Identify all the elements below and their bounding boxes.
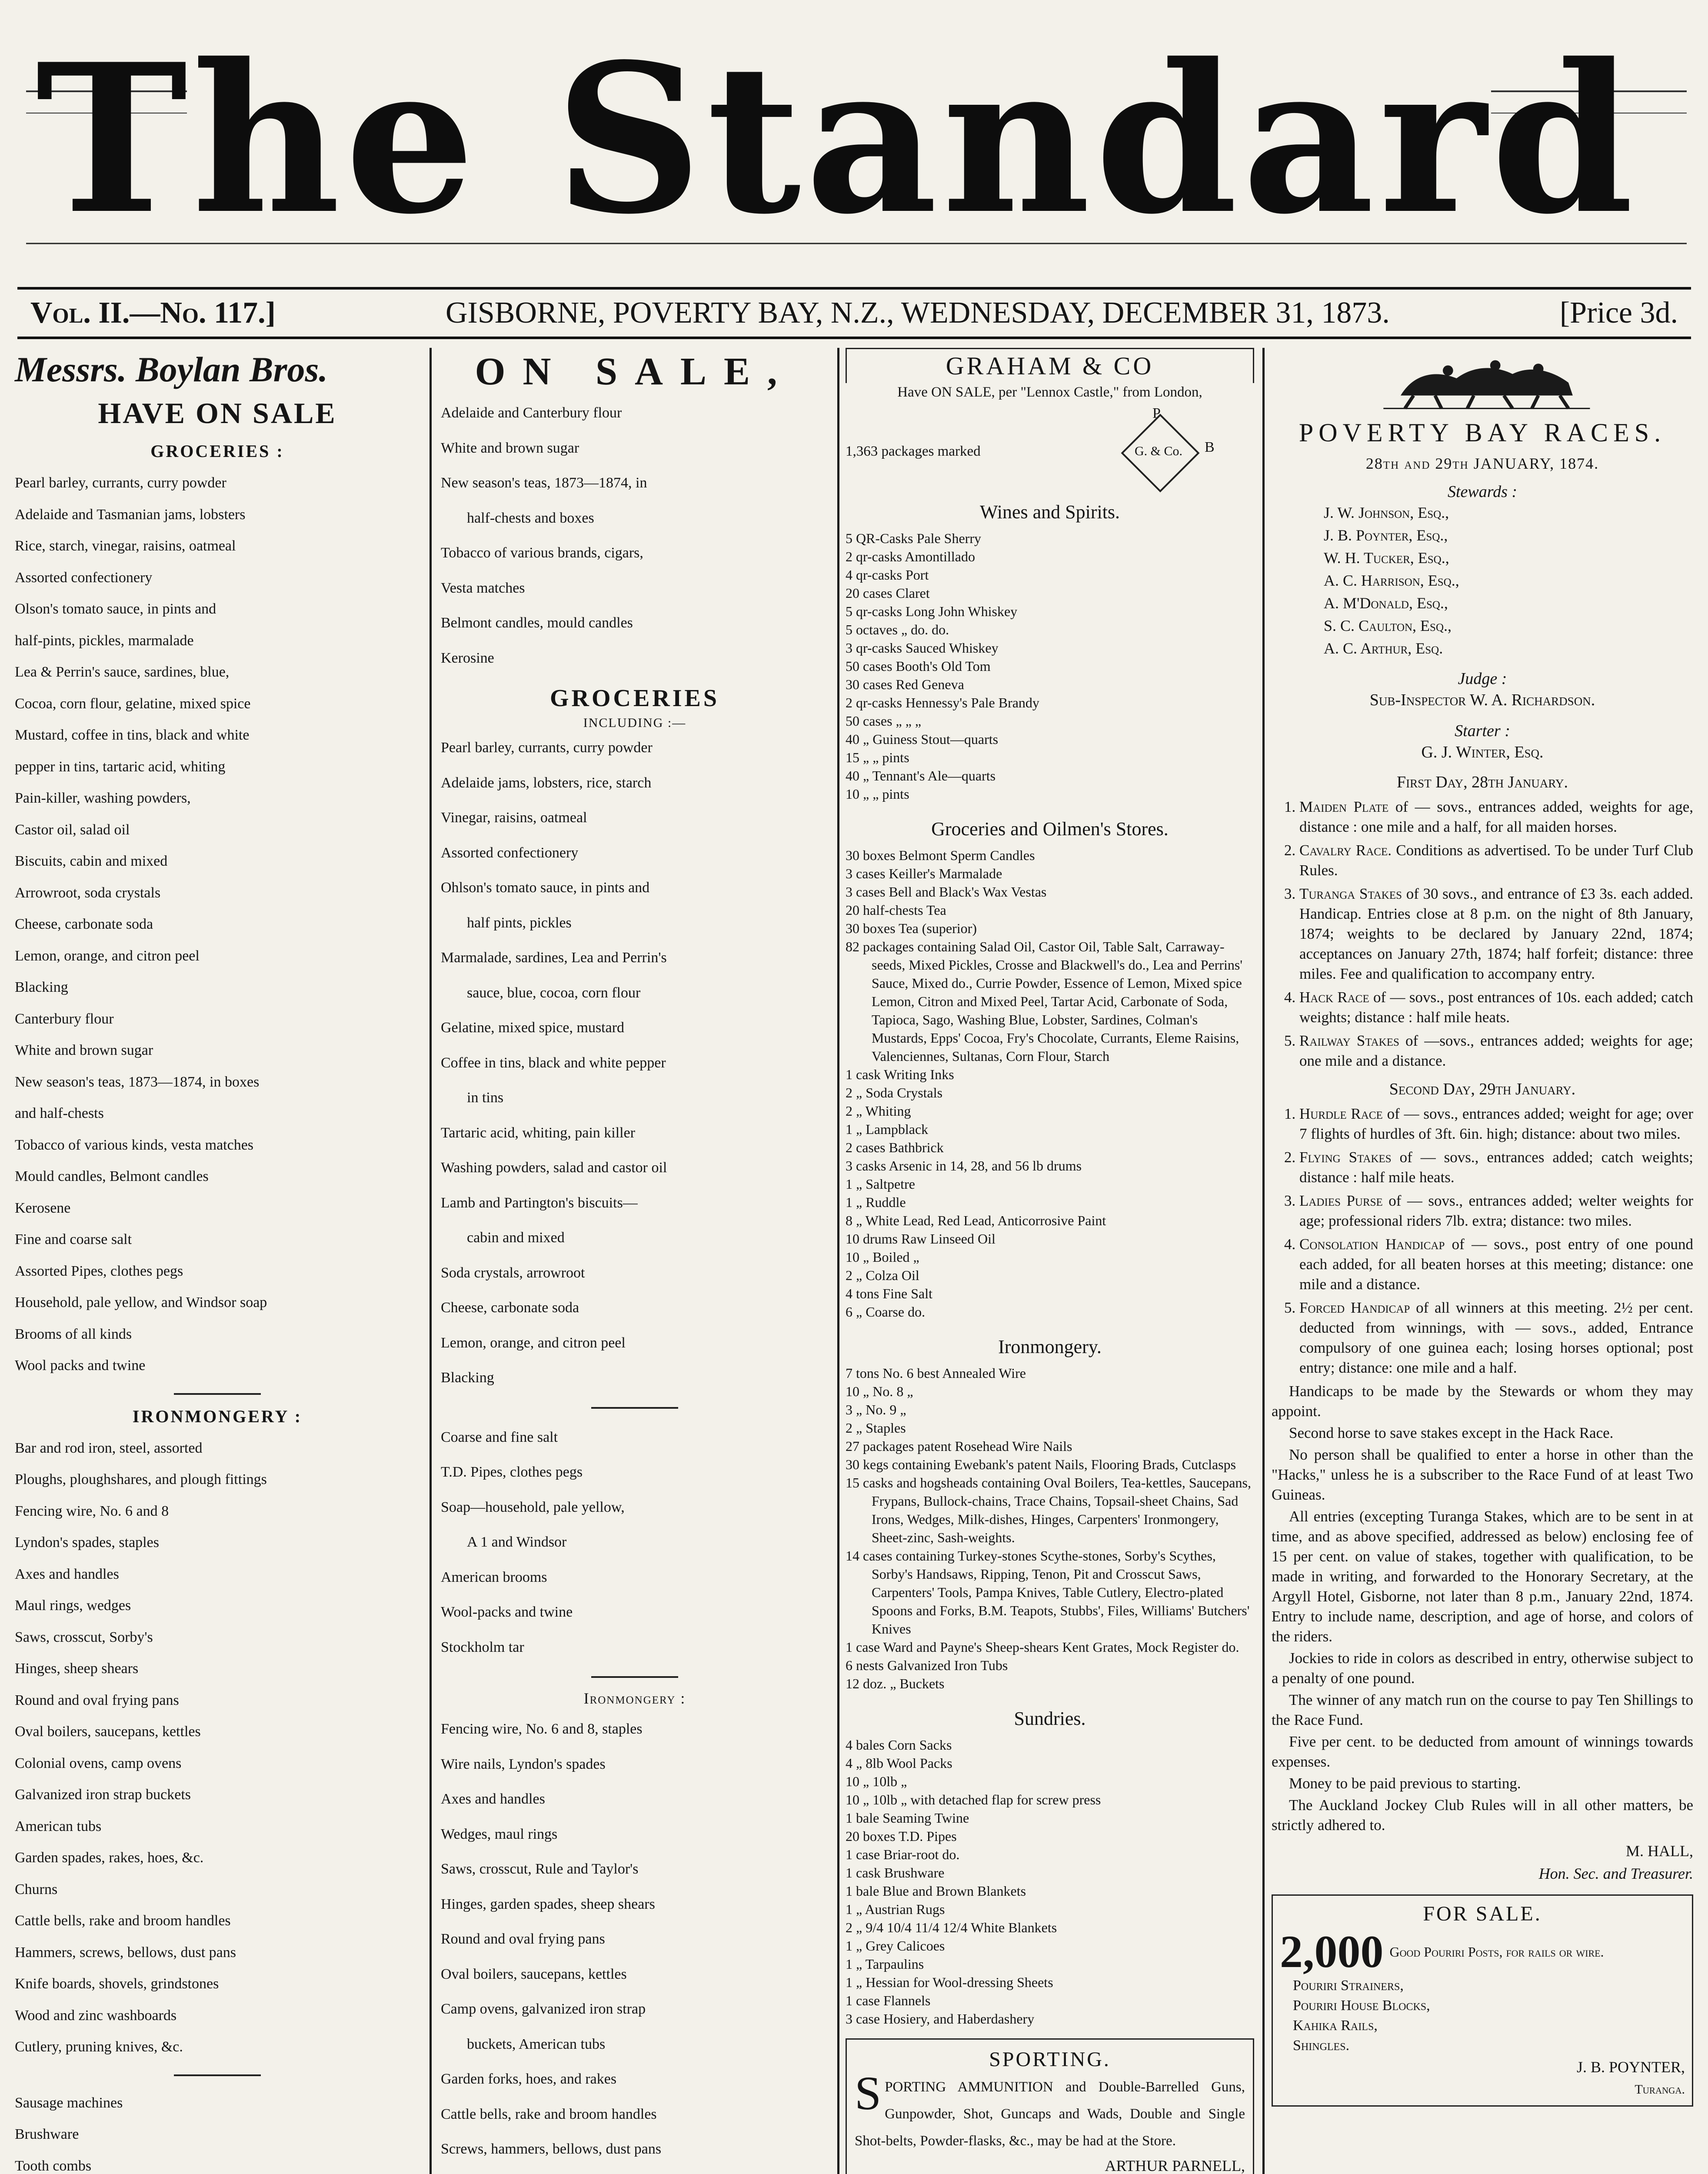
list-item: Shingles.: [1293, 2037, 1350, 2054]
list-item: Colonial ovens, camp ovens: [15, 1755, 182, 1771]
packages-line: 1,363 packages marked: [846, 443, 981, 459]
section-title-ironmongery: Ironmongery.: [998, 1336, 1102, 1357]
race-name: Railway Stakes: [1299, 1032, 1399, 1049]
sporting-body: [855, 2067, 1245, 2154]
for-sale-town: Turanga.: [1635, 2082, 1685, 2097]
list-item: 14 cases containing Turkey-stones Scythe-stones, Sorby's Scythes, Sorby's Handsaws, Ripping, Tenon, Pit and Crosscut Saws, Carpenters' Tools, Pampa Knives, Table Cutlery, Electro-plated Spoons and Forks, B.M. Teapots, Stubbs', Files, Williams' Butchers' Knives: [846, 1548, 1250, 1637]
list-item: 15 „ „ pints: [846, 750, 909, 765]
race-entry: [1299, 1191, 1693, 1231]
list-item: 4 tons Fine Salt: [846, 1286, 933, 1301]
list-item: and half-chests: [15, 1105, 104, 1121]
list-item: Coarse and fine salt: [441, 1429, 558, 1445]
races-advert: [1267, 348, 1698, 2174]
list-item: Stockholm tar: [441, 1639, 524, 1655]
list-item: Hammers, screws, bellows, dust pans: [15, 1944, 236, 1961]
list-item: American brooms: [441, 1569, 547, 1585]
list-item: Cattle bells, rake and broom handles: [441, 2106, 657, 2122]
section-title-groceries: GROCERIES: [549, 685, 720, 712]
starter-name: G. J. Winter, Esq.: [1421, 743, 1544, 761]
list-item: A. C. Arthur, Esq.: [1324, 640, 1443, 657]
list-item: 4 bales Corn Sacks: [846, 1737, 952, 1753]
starter-label: Starter :: [1455, 722, 1510, 740]
list-item: 30 kegs containing Ewebank's patent Nails, Flooring Brads, Cutclasps: [846, 1457, 1236, 1472]
list-item: Castor oil, salad oil: [15, 821, 130, 838]
buchanan-advert: [435, 348, 835, 2174]
list-item: Lyndon's spades, staples: [15, 1534, 159, 1550]
column-rule: [837, 348, 839, 2174]
list-item: [441, 2167, 829, 2174]
race-conditions: Conditions as advertised. To be under Turf Club Rules.: [1299, 842, 1694, 879]
race-entry: [1299, 1031, 1693, 1071]
list-item: 20 boxes T.D. Pipes: [846, 1828, 957, 1844]
list-item: 27 packages patent Rosehead Wire Nails: [846, 1438, 1072, 1454]
races-title: POVERTY BAY RACES.: [1298, 418, 1666, 447]
list-item: Cheese, carbonate soda: [15, 916, 153, 932]
day1-races: [1272, 797, 1693, 1071]
race-conditions: of — sovs., entrances added; catch weights; distance : half mile heats.: [1299, 1149, 1693, 1186]
mark-letter-right: B: [1205, 439, 1215, 455]
misc-list: [15, 2087, 420, 2174]
race-entry: [1299, 797, 1693, 837]
race-conditions: of — sovs., entrances added; welter weights for age; professional riders 7lb. extra; distance: two miles.: [1299, 1192, 1694, 1229]
rule-paragraph: Money to be paid previous to starting.: [1289, 1775, 1521, 1792]
day2-heading: Second Day, 29th January.: [1389, 1080, 1576, 1098]
list-item: 2 „ Staples: [846, 1420, 906, 1436]
race-conditions: of — sovs., entrances added, weights for age, distance : one mile and a half, for all maiden horses.: [1299, 798, 1693, 835]
list-item: 1 „ Saltpetre: [846, 1176, 915, 1192]
list-item: 1 „ Austrian Rugs: [846, 1901, 945, 1917]
sundries-list: [846, 1736, 1254, 2028]
list-item: A. M'Donald, Esq.,: [1324, 594, 1448, 612]
list-item: half-pints, pickles, marmalade: [15, 632, 194, 649]
column-rule: [1262, 348, 1265, 2174]
list-item: 1 „ Tarpaulins: [846, 1956, 924, 1972]
advert-subheading: HAVE ON SALE: [98, 397, 337, 430]
list-item: 30 boxes Tea (superior): [846, 920, 977, 936]
list-item: Blacking: [441, 1370, 494, 1386]
list-item: 10 „ „ pints: [846, 786, 909, 802]
list-item: Assorted confectionery: [15, 569, 153, 586]
list-item: 1 „ Grey Calicoes: [846, 1938, 945, 1954]
list-item: Olson's tomato sauce, in pints and: [15, 601, 216, 617]
judge-name: Sub-Inspector W. A. Richardson.: [1369, 691, 1595, 709]
list-item: Saws, crosscut, Sorby's: [15, 1629, 153, 1645]
mark-center: G. & Co.: [1134, 444, 1182, 458]
race-name: Forced Handicap: [1299, 1299, 1410, 1316]
race-name: Consolation Handicap: [1299, 1236, 1445, 1253]
races-dates: 28th and 29th JANUARY, 1874.: [1365, 455, 1599, 472]
list-item: 2 „ 9/4 10/4 11/4 12/4 White Blankets: [846, 1920, 1057, 1935]
race-conditions: of — sovs., post entrances of 10s. each added; catch weights; distance : half mile heats.: [1299, 989, 1694, 1026]
list-item: Fine and coarse salt: [15, 1231, 132, 1247]
list-item: Wool-packs and twine: [441, 1604, 573, 1620]
column-rule: [429, 348, 432, 2174]
list-item: 2 qr-casks Amontillado: [846, 549, 975, 564]
list-item: 3 cases Bell and Black's Wax Vestas: [846, 884, 1047, 900]
list-item: J. B. Poynter, Esq.,: [1324, 527, 1448, 544]
race-entry: [1299, 1147, 1693, 1187]
for-sale-advert: [1272, 1894, 1693, 2107]
list-item: 4 „ 8lb Wool Packs: [846, 1755, 952, 1771]
list-item: Brushware: [15, 2126, 79, 2142]
race-conditions: of 30 sovs., and entrance of £3 3s. each added. Handicap. Entries close at 8 p.m. on the night of 8th January, 1874; weights to be declared by January 22nd, 1874; acceptances on January 27th, 1874; half forfeit; distance: three miles. Fee and qualification to accompany entry.: [1299, 885, 1694, 982]
list-item: 2 „ Soda Crystals: [846, 1085, 943, 1100]
wines-list: [846, 529, 1254, 803]
list-item: 1 case Ward and Payne's Sheep-shears Kent Grates, Mock Register do.: [846, 1639, 1239, 1655]
list-item: Vesta matches: [441, 580, 525, 596]
list-item: 7 tons No. 6 best Annealed Wire: [846, 1365, 1026, 1381]
list-item: S. C. Caulton, Esq.,: [1324, 617, 1452, 634]
section-title-sundries: Sundries.: [1014, 1708, 1086, 1729]
list-item: Churns: [15, 1881, 58, 1897]
list-item: Pouriri House Blocks,: [1293, 1997, 1430, 2014]
list-item: Pearl barley, currants, curry powder: [15, 475, 226, 491]
advert-intro: Have ON SALE, per "Lennox Castle," from London,: [897, 384, 1202, 400]
list-item: Tobacco of various kinds, vesta matches: [15, 1137, 254, 1153]
top-items-list: [441, 396, 829, 676]
list-item: Tobacco of various brands, cigars,: [441, 545, 643, 561]
rule-paragraph: No person shall be qualified to enter a horse in other than the "Hacks," unless he is a subscriber to the Race Fund of at least Two Guineas.: [1272, 1446, 1693, 1503]
list-item: 3 cases Keiller's Marmalade: [846, 866, 1002, 881]
secretary-title: Hon. Sec. and Treasurer.: [1538, 1865, 1693, 1882]
list-item: 8 „ White Lead, Red Lead, Anticorrosive Paint: [846, 1213, 1106, 1228]
list-item: Wedges, maul rings: [441, 1826, 558, 1842]
for-sale-text: Good Pouriri Posts, for rails or wire.: [1389, 1944, 1604, 1960]
list-item: Mould candles, Belmont candles: [15, 1168, 209, 1184]
list-item: Tartaric acid, whiting, pain killer: [441, 1124, 636, 1141]
list-item: 40 „ Guiness Stout—quarts: [846, 731, 999, 747]
list-item: Lamb and Partington's biscuits—: [441, 1194, 638, 1211]
list-item: Lea & Perrin's sauce, sardines, blue,: [15, 664, 230, 680]
list-item: 50 cases Booth's Old Tom: [846, 658, 991, 674]
list-item: Wool packs and twine: [15, 1357, 146, 1374]
list-item: 40 „ Tennant's Ale—quarts: [846, 768, 996, 784]
list-item: Sausage machines: [15, 2094, 123, 2111]
list-item: 3 casks Arsenic in 14, 28, and 56 lb drums: [846, 1158, 1082, 1174]
rule-paragraph: The winner of any match run on the course to pay Ten Shillings to the Race Fund.: [1272, 1691, 1693, 1728]
rule-paragraph: Five per cent. to be deducted from amount of winnings towards expenses.: [1272, 1733, 1693, 1770]
list-item: 6 „ Coarse do.: [846, 1304, 926, 1320]
sporting-advert: [846, 2038, 1254, 2174]
list-item: Belmont candles, mould candles: [441, 615, 633, 631]
list-item: 10 drums Raw Linseed Oil: [846, 1231, 996, 1247]
for-sale-title: FOR SALE.: [1423, 1902, 1542, 1925]
race-rules: [1272, 1381, 1693, 1835]
list-item: 20 cases Claret: [846, 585, 930, 601]
list-item: Knife boards, shovels, grindstones: [15, 1976, 219, 1992]
list-item: 1 „ Hessian for Wool-dressing Sheets: [846, 1974, 1053, 1990]
list-item: 20 half-chests Tea: [846, 902, 946, 918]
list-item: Brooms of all kinds: [15, 1326, 132, 1342]
volume-number: Vol. II.—No. 117.]: [30, 296, 276, 330]
list-item: Gelatine, mixed spice, mustard: [441, 1020, 625, 1036]
groceries-list: [15, 467, 420, 1382]
section-title-wines: Wines and Spirits.: [979, 501, 1120, 523]
dropcap: S: [855, 2067, 882, 2120]
sporting-signature: ARTHUR PARNELL,: [1105, 2157, 1245, 2174]
stewards-label: Stewards :: [1447, 483, 1518, 501]
race-entry: [1299, 1298, 1693, 1378]
race-entry: [1299, 884, 1693, 984]
misc-list: [441, 1420, 829, 1665]
list-item: 1 „ Lampblack: [846, 1121, 929, 1137]
for-sale-quantity: 2,000: [1280, 1926, 1384, 1977]
list-item: A 1 and Windsor: [467, 1534, 567, 1550]
list-item: 10 „ Boiled „: [846, 1249, 919, 1265]
list-item: Adelaide and Canterbury flour: [441, 405, 622, 421]
race-name: Hurdle Race: [1299, 1105, 1383, 1122]
section-title-ironmongery: IRONMONGERY :: [132, 1406, 303, 1426]
list-item: Fencing wire, No. 6 and 8, staples: [441, 1721, 643, 1737]
list-item: Lemon, orange, and citron peel: [15, 947, 200, 964]
groceries-list: [846, 846, 1254, 1321]
list-item: Marmalade, sardines, Lea and Perrin's: [441, 950, 667, 966]
list-item: 3 qr-casks Sauced Whiskey: [846, 640, 999, 656]
list-item: Garden spades, rakes, hoes, &c.: [15, 1850, 204, 1866]
list-item: 50 cases „ „ „: [846, 713, 922, 729]
race-conditions: of all winners at this meeting. 2½ per cent. deducted from winnings, with — sovs., added, Entrance compulsory of one guinea each; losing horses optional; post entry; distance: one mile and a half.: [1299, 1299, 1693, 1376]
list-item: Oval boilers, saucepans, kettles: [441, 1966, 627, 1982]
place-date: GISBORNE, POVERTY BAY, N.Z., WEDNESDAY, DECEMBER 31, 1873.: [445, 296, 1390, 330]
list-item: sauce, blue, cocoa, corn flour: [467, 984, 641, 1001]
list-item: Cocoa, corn flour, gelatine, mixed spice: [15, 695, 251, 712]
list-item: 5 QR-Casks Pale Sherry: [846, 530, 981, 546]
list-item: 3 „ No. 9 „: [846, 1402, 906, 1417]
list-item: Pain-killer, washing powders,: [15, 790, 191, 806]
list-item: New season's teas, 1873—1874, in boxes: [15, 1074, 260, 1090]
list-item: Cattle bells, rake and broom handles: [15, 1913, 231, 1929]
advert-heading: GRAHAM & CO: [846, 348, 1254, 383]
race-conditions: of —sovs., entrances added; weights for age; one mile and a distance.: [1299, 1032, 1694, 1069]
list-item: Cheese, carbonate soda: [441, 1300, 579, 1316]
race-name: Flying Stakes: [1299, 1149, 1392, 1166]
list-item: Fencing wire, No. 6 and 8: [15, 1503, 169, 1519]
list-item: 1 cask Writing Inks: [846, 1067, 954, 1082]
list-item: 15 casks and hogsheads containing Oval Boilers, Tea-kettles, Saucepans, Frypans, Bullock-chains, Trace Chains, Topsail-sheet Chains, Sad Irons, Wedges, Milk-dishes, Hinges, Carpenters' Ironmongery, Sheet-zinc, Sash-weights.: [846, 1475, 1251, 1545]
rule-paragraph: The Auckland Jockey Club Rules will in all other matters, be strictly adhered to.: [1272, 1797, 1693, 1834]
ironmongery-list: [441, 1712, 829, 2174]
list-item: Round and oval frying pans: [15, 1692, 179, 1708]
day2-races: [1272, 1104, 1693, 1378]
list-item: Soda crystals, arrowroot: [441, 1264, 585, 1281]
section-title-groceries: Groceries and Oilmen's Stores.: [931, 818, 1169, 840]
list-item: Galvanized iron strap buckets: [15, 1787, 191, 1803]
list-item: W. H. Tucker, Esq.,: [1324, 549, 1449, 567]
list-item: 1 case Flannels: [846, 1993, 931, 2008]
divider: [591, 1676, 678, 1678]
list-item: White and brown sugar: [441, 440, 579, 456]
for-sale-lead: [1280, 1928, 1685, 1976]
list-item: Hinges, garden spades, sheep shears: [441, 1896, 655, 1912]
advert-heading: ON SALE,: [475, 350, 795, 393]
list-item: 4 qr-casks Port: [846, 567, 929, 583]
list-item: White and brown sugar: [15, 1042, 153, 1058]
list-item: 1 case Briar-root do.: [846, 1847, 960, 1862]
list-item: J. W. Johnson, Esq.,: [1324, 504, 1449, 521]
shipping-mark: [1115, 405, 1215, 495]
section-title-groceries: GROCERIES :: [150, 441, 284, 461]
graham-advert: [841, 348, 1259, 2174]
list-item: Axes and handles: [15, 1566, 119, 1582]
racehorses-illustration: [1272, 348, 1693, 413]
list-item: Saws, crosscut, Rule and Taylor's: [441, 1861, 639, 1877]
list-item: 30 cases Red Geneva: [846, 677, 964, 692]
list-item: Round and oval frying pans: [441, 1931, 605, 1947]
list-item: Axes and handles: [441, 1791, 545, 1807]
list-item: 2 qr-casks Hennessy's Pale Brandy: [846, 695, 1039, 710]
list-item: Adelaide and Tasmanian jams, lobsters: [15, 506, 246, 523]
list-item: 10 „ 10lb „ with detached flap for screw press: [846, 1792, 1101, 1807]
list-item: Bar and rod iron, steel, assorted: [15, 1440, 203, 1456]
list-item: 1 „ Ruddle: [846, 1194, 906, 1210]
list-item: American tubs: [15, 1818, 102, 1834]
list-item: Canterbury flour: [15, 1010, 114, 1027]
shipping-mark-row: [846, 405, 1254, 495]
list-item: 5 octaves „ do. do.: [846, 622, 949, 637]
list-item: Cutlery, pruning knives, &c.: [15, 2039, 183, 2055]
race-entry: [1299, 1234, 1693, 1294]
list-item: Lemon, orange, and citron peel: [441, 1334, 626, 1351]
sporting-title: SPORTING.: [989, 2048, 1111, 2071]
for-sale-signature: J. B. POYNTER,: [1576, 2058, 1685, 2076]
list-item: half pints, pickles: [467, 914, 572, 931]
list-item: Camp ovens, galvanized iron strap: [441, 2001, 646, 2017]
race-conditions: of — sovs., post entry of one pound each added, for all beaten horses at this meeting; distance: one mile and a distance.: [1299, 1236, 1693, 1293]
ironmongery-list: [846, 1364, 1254, 1693]
list-item: Kerosene: [15, 1200, 71, 1216]
list-item: Arrowroot, soda crystals: [15, 884, 161, 901]
race-name: Maiden Plate: [1299, 798, 1389, 815]
list-item: in tins: [467, 1090, 504, 1106]
list-item: 10 „ No. 8 „: [846, 1384, 913, 1399]
day1-heading: First Day, 28th January.: [1397, 773, 1568, 791]
list-item: Pouriri Strainers,: [1293, 1977, 1404, 1994]
list-item: New season's teas, 1873—1874, in: [441, 475, 647, 491]
list-item: 1 bale Seaming Twine: [846, 1810, 969, 1826]
list-item: 10 „ 10lb „: [846, 1774, 907, 1789]
dateline: [17, 287, 1691, 339]
mark-letter-left: P: [1152, 405, 1161, 421]
list-item: Wood and zinc washboards: [15, 2007, 177, 2024]
advert-heading: Messrs. Boylan Bros.: [15, 350, 328, 389]
list-item: Coffee in tins, black and white pepper: [441, 1054, 666, 1071]
list-item: Vinegar, raisins, oatmeal: [441, 810, 587, 826]
rule-paragraph: Jockies to ride in colors as described in entry, otherwise subject to a penalty of one pound.: [1272, 1650, 1693, 1687]
list-item: 2 „ Whiting: [846, 1103, 911, 1119]
list-item: Mustard, coffee in tins, black and white: [15, 727, 250, 743]
list-item: Soap—household, pale yellow,: [441, 1499, 625, 1515]
list-item: 2 cases Bathbrick: [846, 1140, 944, 1155]
list-item: 82 packages containing Salad Oil, Castor Oil, Table Salt, Carraway-seeds, Mixed Pickles, Crosse and Blackwell's do., Lea and Perrins' Sauce, Mixed do., Currie Powder, Essence of Lemon, Mixed spice Lemon, Citron and Mixed Peel, Tartar Acid, Carbonate of Soda, Tapioca, Sago, Washing Blue, Lobster, Sardines, Colman's Mustards, Epps' Cocoa, Fry's Chocolate, Currants, Eleme Raisins, Valenciennes, Sultanas, Corn Flour, Starch: [846, 939, 1243, 1064]
race-name: Ladies Purse: [1299, 1192, 1383, 1209]
list-item: Maul rings, wedges: [15, 1597, 131, 1614]
secretary-name: M. HALL,: [1626, 1842, 1693, 1860]
stewards-list: [1272, 501, 1693, 660]
list-item: 1 cask Brushware: [846, 1865, 945, 1881]
list-item: Adelaide jams, lobsters, rice, starch: [441, 774, 652, 791]
list-item: Household, pale yellow, and Windsor soap: [15, 1294, 267, 1310]
price: [Price 3d.: [1559, 296, 1678, 330]
race-name: Turanga Stakes: [1299, 885, 1402, 902]
race-conditions: of — sovs., entrances added; weight for age; over 7 flights of hurdles of 3ft. 6in. high; distance: about two miles.: [1299, 1105, 1694, 1142]
list-item: pepper in tins, tartaric acid, whiting: [15, 758, 226, 775]
list-item: T.D. Pipes, clothes pegs: [441, 1464, 583, 1480]
list-item: buckets, American tubs: [467, 2036, 606, 2052]
list-item: Ohlson's tomato sauce, in pints and: [441, 880, 650, 896]
list-item: Assorted Pipes, clothes pegs: [15, 1263, 183, 1279]
rule-paragraph: All entries (excepting Turanga Stakes, which are to be sent in at time, and as above specified, addressed as below) enclosing fee of 15 per cent. on value of stakes, together with qualification, to be made in writing, and forwarded to the Honorary Secretary, at the Argyll Hotel, Gisborne, not later than 8 p.m., January 22nd, 1874. Entry to include name, description, and age of horse, and colors of the riders.: [1272, 1508, 1693, 1645]
list-item: A. C. Harrison, Esq.,: [1324, 572, 1459, 589]
rule-paragraph: Handicaps to be made by the Stewards or whom they may appoint.: [1272, 1383, 1693, 1420]
judge-label: Judge :: [1458, 670, 1507, 688]
section-title-ironmongery: Ironmongery :: [583, 1690, 686, 1707]
list-item: Ploughs, ploughshares, and plough fittings: [15, 1471, 267, 1487]
groceries-including: INCLUDING :—: [583, 716, 686, 730]
list-item: 6 nests Galvanized Iron Tubs: [846, 1657, 1008, 1673]
race-entry: [1299, 840, 1693, 880]
list-item: Hinges, sheep shears: [15, 1661, 139, 1677]
divider: [591, 1407, 678, 1409]
list-item: 5 qr-casks Long John Whiskey: [846, 604, 1018, 619]
list-item: half-chests and boxes: [467, 510, 594, 526]
list-item: Kerosine: [441, 650, 494, 666]
list-item: 2 „ Colza Oil: [846, 1267, 919, 1283]
for-sale-items: [1280, 1976, 1685, 2056]
list-item: Biscuits, cabin and mixed: [15, 853, 168, 869]
boylan-advert: [9, 348, 426, 2174]
list-item: Pearl barley, currants, curry powder: [441, 740, 653, 756]
list-item: Oval boilers, saucepans, kettles: [15, 1724, 201, 1740]
masthead-title: The Standard: [35, 19, 1638, 259]
list-item: Screws, hammers, bellows, dust pans: [441, 2141, 662, 2157]
list-item: Kahika Rails,: [1293, 2017, 1378, 2034]
list-item: 1 bale Blue and Brown Blankets: [846, 1883, 1026, 1899]
rule-paragraph: Second horse to save stakes except in the Hack Race.: [1289, 1424, 1614, 1441]
list-item: Washing powders, salad and castor oil: [441, 1160, 667, 1176]
list-item: 3 case Hosiery, and Haberdashery: [846, 2011, 1035, 2027]
groceries-list: [441, 730, 829, 1396]
race-name: Cavalry Race.: [1299, 842, 1392, 859]
list-item: Assorted confectionery: [441, 844, 579, 861]
list-item: Wire nails, Lyndon's spades: [441, 1756, 606, 1772]
divider: [174, 2074, 261, 2076]
list-item: Blacking: [15, 979, 68, 995]
list-item: Garden forks, hoes, and rakes: [441, 2071, 617, 2087]
list-item: Rice, starch, vinegar, raisins, oatmeal: [15, 538, 236, 554]
ironmongery-list: [15, 1433, 420, 2063]
list-item: cabin and mixed: [467, 1230, 565, 1246]
race-entry: [1299, 1104, 1693, 1144]
masthead: [0, 0, 1708, 278]
list-item: Tooth combs: [15, 2157, 92, 2174]
divider: [174, 1393, 261, 1395]
sporting-text: PORTING AMMUNITION and Double-Barrelled Guns, Gunpowder, Shot, Guncaps and Wads, Double and Single Shot-belts, Powder-flasks, &c., may be had at the Store.: [855, 2079, 1245, 2149]
race-name: Hack Race: [1299, 989, 1369, 1006]
list-item: 12 doz. „ Buckets: [846, 1676, 945, 1691]
race-entry: [1299, 987, 1693, 1027]
list-item: 30 boxes Belmont Sperm Candles: [846, 847, 1035, 863]
